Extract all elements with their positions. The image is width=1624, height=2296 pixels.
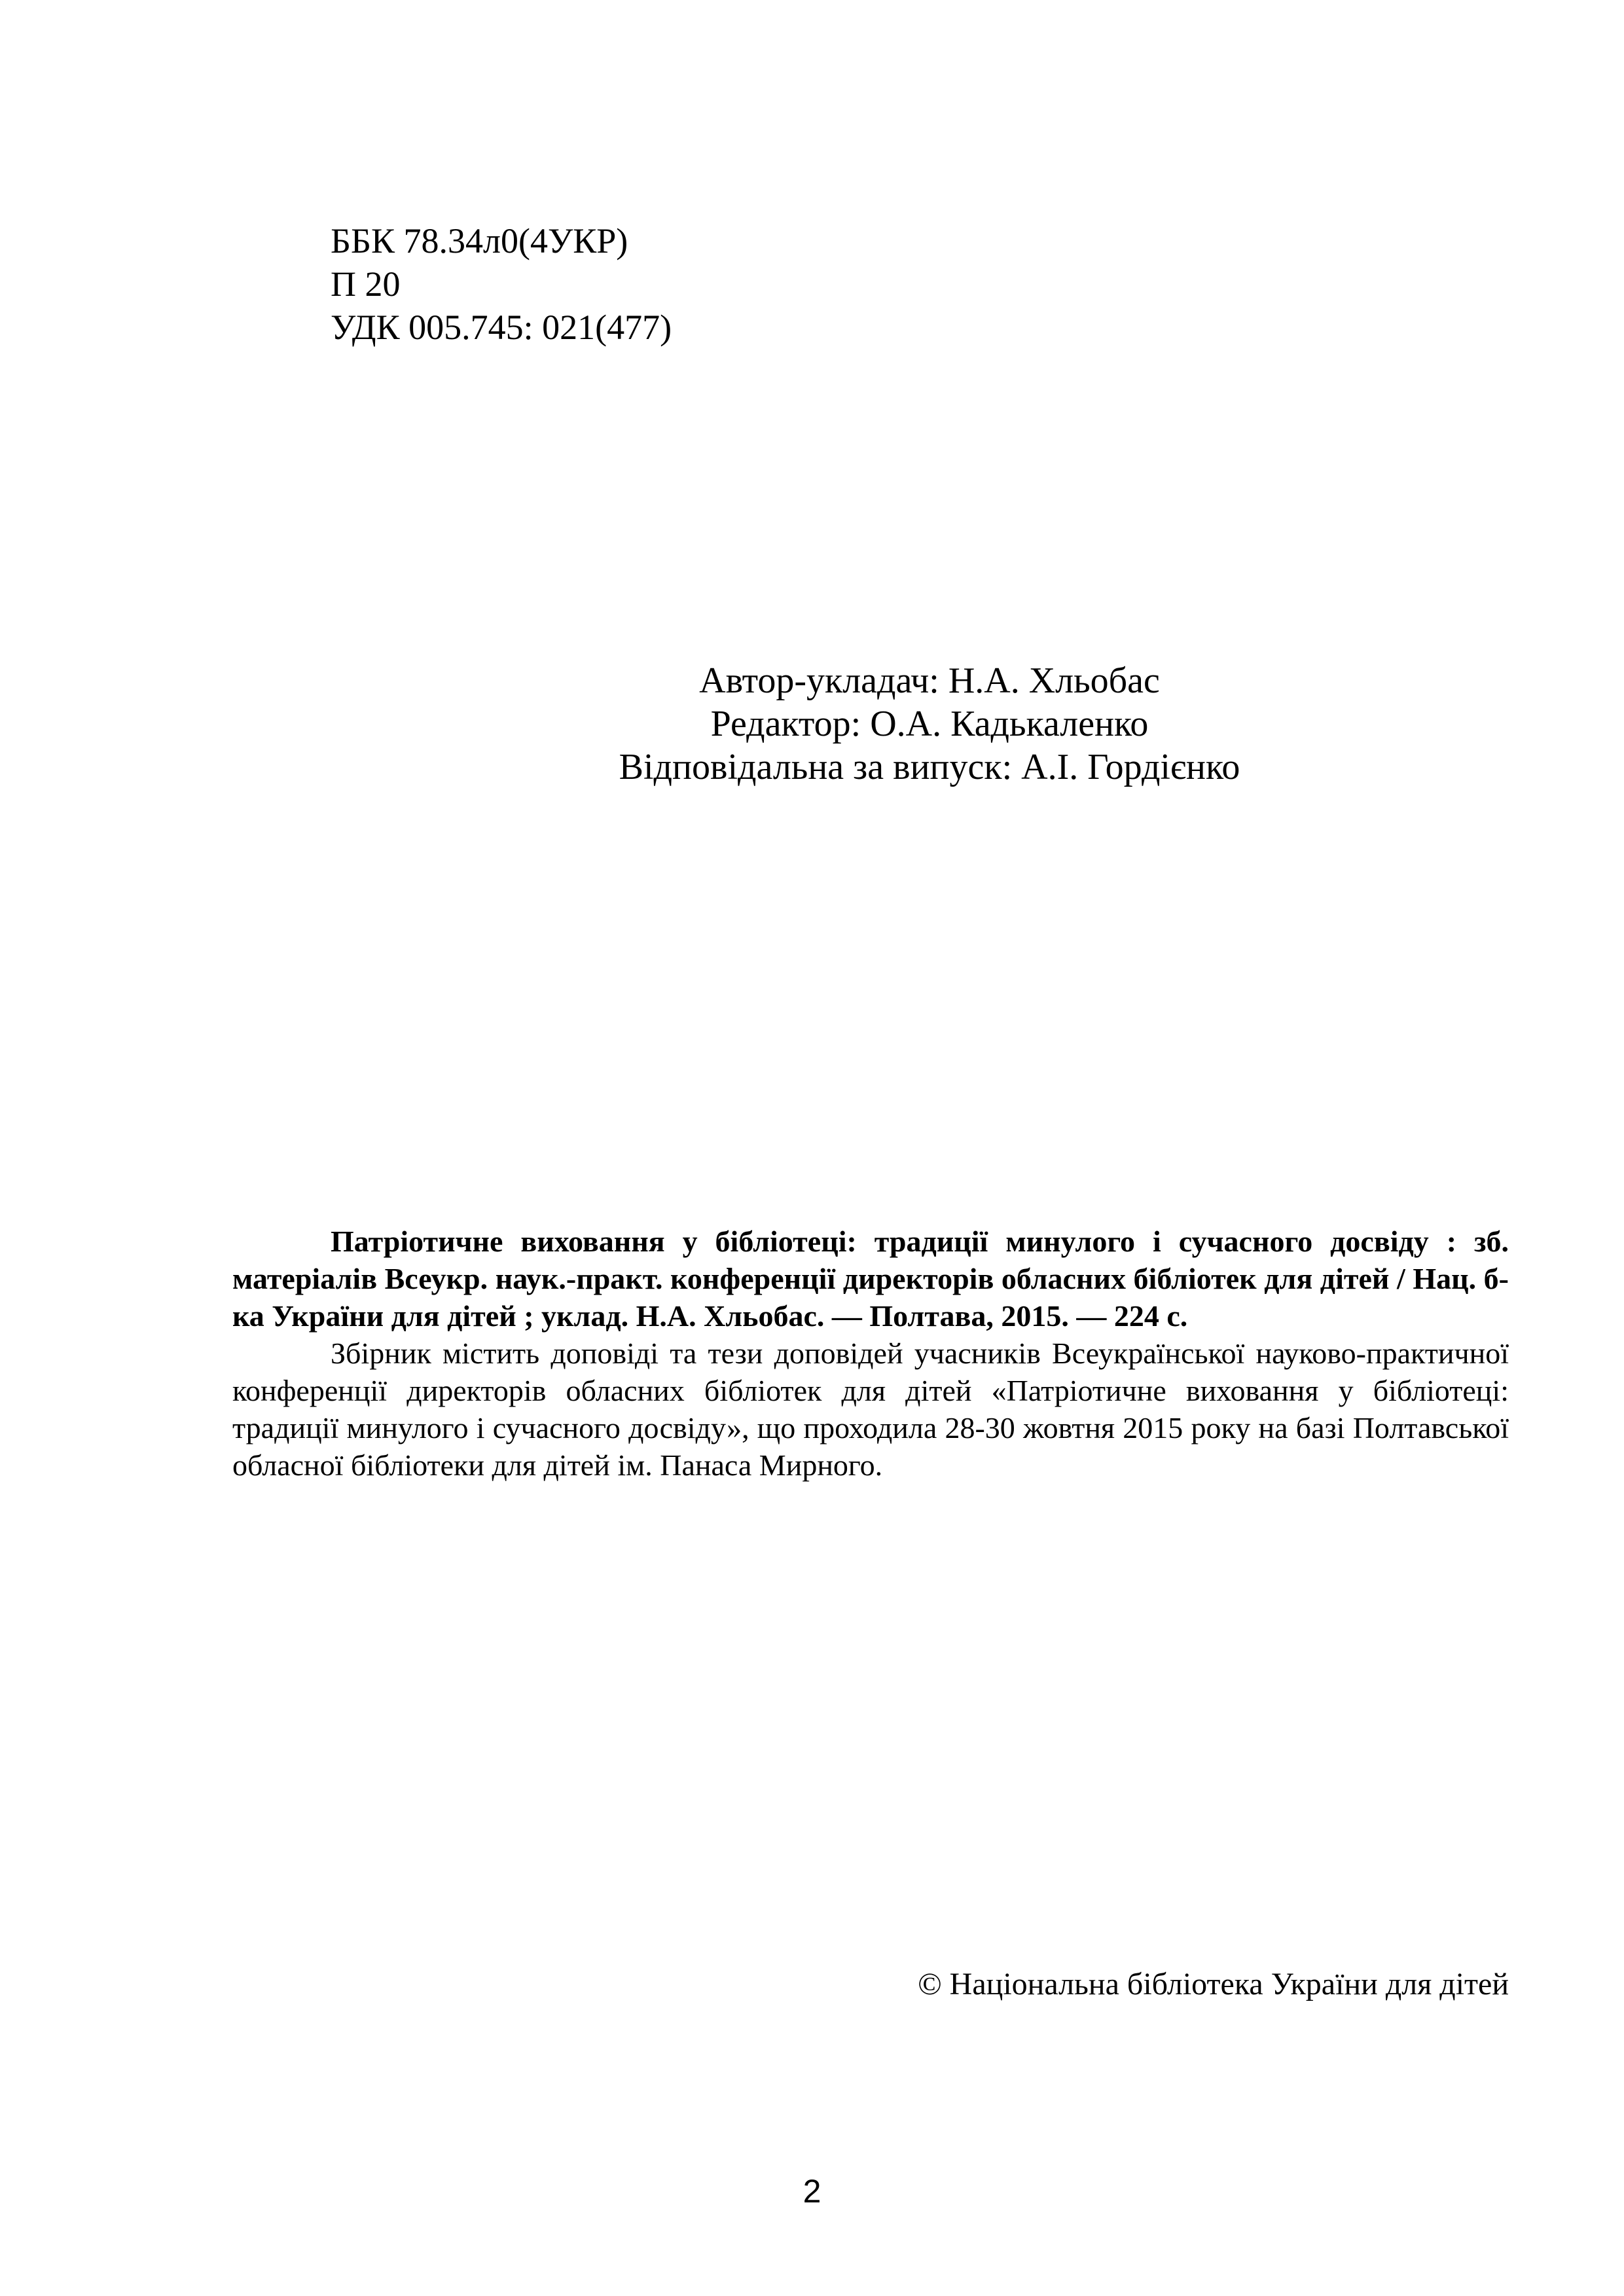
compiler-credit: Автор-укладач: Н.А. Хльобас (699, 660, 1160, 701)
responsible-credit: Відповідальна за випуск: А.І. Гордієнко (619, 747, 1240, 787)
author-mark: П 20 (331, 264, 401, 304)
credits-block (537, 659, 1322, 789)
bbk-index: ББК 78.34л0(4УКР) (331, 221, 628, 260)
copyright-notice: © Національна бібліотека України для дітей (918, 1967, 1509, 2001)
page-number: 2 (803, 2173, 821, 2210)
classification-block (331, 219, 672, 349)
editor-credit: Редактор: О.А. Кадькаленко (710, 704, 1149, 744)
annotation-block (232, 1223, 1509, 1484)
udk-index: УДК 005.745: 021(477) (331, 308, 672, 347)
abstract-text: Збірник містить доповіді та тези доповідей учасників Всеукраїнської науково-практичної конференції директорів обласних бібліотек для дітей «Патріотичне виховання у бібліотеці: традиції минулого і сучасного досвіду», що проходила 28-30 жовтня 2015 року на базі Полтавської обласної бібліотеки для дітей ім. Панаса Мирного. (232, 1336, 1509, 1482)
bibliographic-record: Патріотичне виховання у бібліотеці: традиції минулого і сучасного досвіду : зб. матеріалів Всеукр. наук.-практ. конференції директорів обласних бібліотек для дітей / Нац. б-ка України для дітей ; уклад. Н.А. Хльобас. — Полтава, 2015. — 224 с. (232, 1225, 1509, 1333)
